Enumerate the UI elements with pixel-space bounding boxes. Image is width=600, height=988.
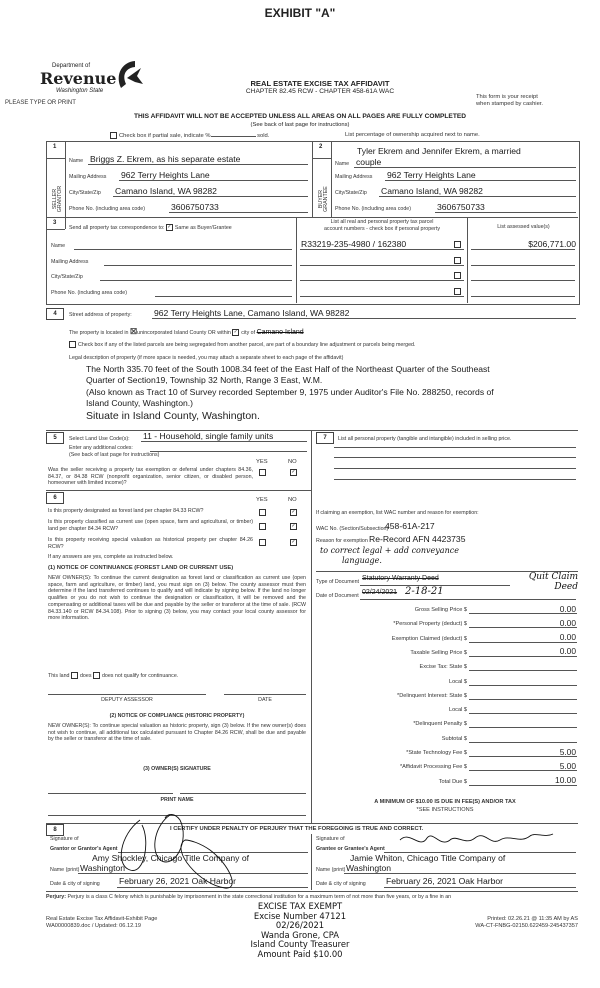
section-number: 7 xyxy=(316,432,334,444)
footer-form-name: Real Estate Excise Tax Affidavit-Exhibit Page xyxy=(46,916,158,922)
historic-question: Is this property receiving special valuation as historical property per chapter 84.26 RCW? xyxy=(48,537,253,550)
legal-description: Quarter of Section19, Township 32 North, Range 3 East, W.M. xyxy=(86,375,323,385)
field-label: Mailing Address xyxy=(335,174,373,180)
field-label: Grantor or Grantor's Agent xyxy=(50,846,118,852)
additional-codes-field[interactable] xyxy=(150,451,307,452)
personal-property-checkbox[interactable] xyxy=(454,257,461,264)
does-checkbox[interactable] xyxy=(71,672,78,679)
send-label: Send all property tax correspondence to: xyxy=(69,224,165,231)
divider xyxy=(469,713,577,714)
parcel-header: account numbers - check box if personal property xyxy=(323,226,440,232)
divider xyxy=(119,180,308,181)
divider xyxy=(311,834,312,890)
divider xyxy=(46,891,578,892)
buyer-phone-field[interactable]: 3606750733 xyxy=(437,202,485,212)
divider xyxy=(469,770,577,771)
seller-city-field[interactable]: Camano Island, WA 98282 xyxy=(115,186,217,196)
footer-doc-id: WA00000839.doc / Updated: 06.12.19 xyxy=(46,923,141,929)
personal-property-line[interactable] xyxy=(334,457,576,458)
date-label: DATE xyxy=(258,697,272,703)
no-checkbox[interactable]: ✓ xyxy=(291,539,296,545)
footer-printed: Printed: 02.26.21 @ 11:35 AM by AS xyxy=(487,916,578,922)
perjury-label: Perjury: xyxy=(46,894,67,900)
field-label: Name (print) xyxy=(50,867,80,873)
buyer-side-label: BUYER GRANTEE xyxy=(318,186,329,212)
grantee-signature xyxy=(395,828,555,854)
form-chapter: CHAPTER 82.45 RCW - CHAPTER 458-61A WAC xyxy=(245,88,395,95)
deputy-label: DEPUTY ASSESSOR xyxy=(101,697,153,703)
divider xyxy=(471,249,575,250)
notice1-text: NEW OWNER(S): To continue the current designation as forest land or classification as current use (open space, farm and agriculture, or timber) land, you must sign on (3) below. The county assessor must then determine if the land transferred continues to qualify and will indicate by signing below. If the land no longer qualifies or you do not wish to continue the designation or classification, it will be removed and the compensating or additional taxes will be due and payable by the seller or transferor at the time of sale. (RCW 84.33.140 or RCW 84.34.108). Prior to signing (3) below, you may contact your local county assessor for more information. xyxy=(48,575,306,622)
stamp-line: Excise Number 47121 xyxy=(253,910,347,921)
parcel-header: List all real and personal property tax parcel xyxy=(330,219,434,225)
personal-property-checkbox[interactable] xyxy=(454,288,461,295)
field-label: Mailing Address xyxy=(51,259,89,265)
divider xyxy=(46,430,578,431)
legal-description: (Also known as Tract 10 of Survey recorded September 9, 1975 under Auditor's File No. 288250, records of xyxy=(86,387,494,397)
correspondence-city-field[interactable] xyxy=(100,280,292,281)
seller-mail-field[interactable]: 962 Terry Heights Lane xyxy=(121,170,210,180)
section-number: 2 xyxy=(319,144,323,150)
section-number: 8 xyxy=(46,824,64,836)
field-label: Signature of xyxy=(316,836,345,842)
wac-number-field[interactable]: 458-61A-217 xyxy=(385,521,435,531)
divider xyxy=(379,196,576,197)
field-label: Street address of property: xyxy=(69,312,132,318)
fee-value[interactable]: 0.00 xyxy=(559,632,576,643)
footer-order-id: WA-CT-FNBG-02150.622459-245437357 xyxy=(475,923,578,929)
stamp-line: Amount Paid $10.00 xyxy=(257,948,343,959)
divider xyxy=(469,670,577,671)
stamp-line: Island County Treasurer xyxy=(250,939,350,950)
owner-signature-title: (3) OWNER(S) SIGNATURE xyxy=(143,766,211,772)
partial-sale[interactable] xyxy=(110,132,269,139)
handwritten-reason: language. xyxy=(342,556,382,565)
deputy-assessor-signature-line[interactable] xyxy=(48,694,206,695)
section-number: 4 xyxy=(46,308,64,320)
ownership-note: List percentage of ownership acquired next to name. xyxy=(345,132,480,138)
see-back: (See back of last page for instructions) xyxy=(250,122,350,128)
fee-label: Local $ xyxy=(448,678,467,685)
grantor-name-field[interactable]: Amy Shockley, Chicago Title Company of xyxy=(92,853,249,863)
section-number: 6 xyxy=(46,492,64,504)
grantor-date-field[interactable]: February 26, 2021 Oak Harbor xyxy=(119,876,237,886)
grantor-signature xyxy=(100,810,250,890)
handwritten-reason: to correct legal + add conveyance xyxy=(320,546,459,555)
land-text: does not qualify for continuance. xyxy=(101,672,179,679)
fee-label: *Delinquent Interest: State $ xyxy=(397,692,467,699)
if-yes-note: If any answers are yes, complete as instructed below. xyxy=(48,554,174,560)
property-address-field[interactable]: 962 Terry Heights Lane, Camano Island, WA 98282 xyxy=(154,308,350,318)
divider xyxy=(469,742,577,743)
field-label: Grantee or Grantee's Agent xyxy=(316,846,385,852)
personal-property-checkbox[interactable] xyxy=(454,272,461,279)
does-not-checkbox[interactable] xyxy=(93,672,100,679)
segregated-line xyxy=(69,341,415,348)
grantee-name-field[interactable]: Jamie Whiton, Chicago Title Company of xyxy=(350,853,506,863)
fee-value[interactable]: 0.00 xyxy=(559,646,576,657)
divider xyxy=(65,141,66,217)
fee-label: Total Due $ xyxy=(438,778,467,785)
fee-value[interactable]: 0.00 xyxy=(559,603,576,614)
field-label: Name xyxy=(69,158,84,164)
fee-label: Gross Selling Price $ xyxy=(414,607,467,613)
divider xyxy=(296,217,297,303)
buyer-name-field[interactable]: Tyler Ekrem and Jennifer Ekrem, a married xyxy=(357,146,521,156)
fee-label: Excise Tax: State $ xyxy=(419,664,467,671)
notice2-title: (2) NOTICE OF COMPLIANCE (HISTORIC PROPERTY) xyxy=(109,713,245,719)
minimum-note: A MINIMUM OF $10.00 IS DUE IN FEE(S) AND/OR TAX xyxy=(374,799,516,805)
logo-text: Department of xyxy=(52,63,91,69)
notice2-text: NEW OWNER(S): To continue special valuation as historic property, sign (3) below. If the new owner(s) does not wish to continue, all additional tax calculated pursuant to Chapter 84.26 RCW, shall be due and payable by the seller or transferor at the time of sale. xyxy=(48,723,306,743)
divider xyxy=(113,196,308,197)
current-use-question: Is this property classified as current use (open space, farm and agricultural, or timber) land per chapter 84.34 RCW? xyxy=(48,519,253,532)
partial-sale-label: Check box if partial sale, indicate % xyxy=(119,133,211,140)
exemption-label: If claiming an exemption, list WAC number and reason for exemption: xyxy=(316,510,479,516)
divider xyxy=(385,180,576,181)
fee-label: *Personal Property (deduct) $ xyxy=(393,621,467,628)
divider xyxy=(169,212,308,213)
divider xyxy=(312,158,331,159)
field-label: Date & city of signing xyxy=(50,881,100,887)
field-label: Select Land Use Code(s): xyxy=(69,436,130,442)
stamp-line: EXCISE TAX EXEMPT xyxy=(257,901,343,911)
yes-checkbox[interactable] xyxy=(259,523,266,530)
sold-label: sold. xyxy=(257,133,270,140)
document-type-struck: Statutory Warranty Deed xyxy=(362,575,439,582)
owner-signature-line[interactable] xyxy=(48,793,173,794)
grantee-date-field[interactable]: February 26, 2021 Oak Harbor xyxy=(386,876,504,886)
continuance-line xyxy=(48,672,178,679)
unincorporated-checkbox[interactable]: ☒ xyxy=(129,327,138,336)
location-text: The property is located in xyxy=(69,330,129,336)
personal-property-line[interactable] xyxy=(334,447,576,448)
section-number: 1 xyxy=(53,144,57,150)
partial-sale-checkbox[interactable] xyxy=(110,132,117,139)
divider xyxy=(46,490,311,491)
legal-description: The North 335.70 feet of the South 1008.34 feet of the East Half of the Northeast Quarter of the Southeast xyxy=(86,364,490,374)
correspondence-name-field[interactable] xyxy=(74,249,292,250)
segregated-checkbox[interactable] xyxy=(69,341,76,348)
divider xyxy=(311,430,312,823)
segregated-label: Check box if any of the listed parcels are being segregated from another parcel, are part of a boundary line adjustment or parcels being merged. xyxy=(78,341,416,348)
field-label: Name xyxy=(335,161,350,167)
divider xyxy=(471,280,575,281)
field-label: Phone No. (including area code) xyxy=(335,206,411,212)
same-as-buyer-checkbox[interactable]: ✓ xyxy=(167,224,172,230)
divider xyxy=(46,217,578,218)
no-header: NO xyxy=(288,459,297,465)
fee-label: *State Technology Fee $ xyxy=(406,750,467,756)
seller-side-label: SELLER GRANTOR xyxy=(52,185,63,213)
field-label: City/State/Zip xyxy=(335,190,367,196)
send-correspondence xyxy=(69,224,232,231)
divider xyxy=(300,249,464,250)
document-date-field[interactable]: 2-18-21 xyxy=(405,586,444,597)
divider xyxy=(300,265,464,266)
document-date-struck: 02/24/2021 xyxy=(362,589,398,596)
fee-label: Subtotal $ xyxy=(441,735,467,742)
no-checkbox[interactable]: ✓ xyxy=(291,523,296,529)
divider xyxy=(46,158,65,159)
receipt-note: when stamped by cashier. xyxy=(476,101,544,107)
location-line xyxy=(69,327,304,336)
field-label: WAC No. (Section/Subsection) xyxy=(316,526,389,532)
field-label: Date of Document xyxy=(316,593,359,599)
see-back-note: (See back of last page for instructions) xyxy=(69,452,160,458)
perjury-note xyxy=(46,894,451,900)
warning: THIS AFFIDAVIT WILL NOT BE ACCEPTED UNLESS ALL AREAS ON ALL PAGES ARE FULLY COMPLETED xyxy=(133,113,467,120)
grantor-name-field[interactable]: Washington xyxy=(80,863,126,873)
fee-value[interactable]: 10.00 xyxy=(555,775,576,786)
divider xyxy=(469,756,577,757)
notice1-title: (1) NOTICE OF CONTINUANCE (FOREST LAND OR CURRENT USE) xyxy=(48,565,234,571)
please-type: PLEASE TYPE OR PRINT xyxy=(5,100,76,106)
personal-property-line[interactable] xyxy=(334,468,576,469)
divider xyxy=(312,141,313,217)
exhibit-title: EXHIBIT "A" xyxy=(264,6,336,20)
certify-statement: I CERTIFY UNDER PENALTY OF PERJURY THAT THE FOREGOING IS TRUE AND CORRECT. xyxy=(170,826,424,832)
legal-label: Legal description of property (if more space is needed, you may attach a separate sheet to each page of the affidavit) xyxy=(69,355,344,361)
print-name-label: PRINT NAME xyxy=(160,797,194,803)
date-line[interactable] xyxy=(224,694,306,695)
legal-description: Island County, Washington.) xyxy=(86,398,193,408)
city-value[interactable]: Camano Island xyxy=(256,329,304,336)
divider xyxy=(471,296,575,297)
divider xyxy=(300,296,464,297)
divider xyxy=(469,656,577,657)
grantee-name-field[interactable]: Washington xyxy=(346,863,392,873)
personal-property-line[interactable] xyxy=(334,479,576,480)
field-label: Name xyxy=(51,243,66,249)
yes-header: YES xyxy=(256,497,268,503)
divider xyxy=(469,785,577,786)
location-text: unincorporated Island County OR within xyxy=(137,330,231,336)
divider xyxy=(469,627,577,628)
divider xyxy=(88,164,308,165)
fee-label: *Delinquent Penalty $ xyxy=(413,721,467,728)
divider xyxy=(354,167,576,168)
buyer-name-field[interactable]: couple xyxy=(356,157,382,167)
exemption-reason-field[interactable]: Re-Record AFN 4423735 xyxy=(369,534,466,544)
yes-checkbox[interactable] xyxy=(259,509,266,516)
seller-phone-field[interactable]: 3606750733 xyxy=(171,202,219,212)
parcel-number[interactable]: R33219-235-4980 / 162380 xyxy=(301,239,407,249)
section-number: 3 xyxy=(53,220,57,226)
location-text: city of xyxy=(241,330,256,336)
assessed-header: List assessed value(s) xyxy=(497,224,550,230)
partial-percent-field[interactable] xyxy=(211,136,256,137)
forest-question: Is this property designated as forest land per chapter 84.33 RCW? xyxy=(48,508,204,514)
divider xyxy=(469,642,577,643)
field-label: Enter any additional codes: xyxy=(69,445,133,451)
divider xyxy=(469,685,577,686)
field-label: Reason for exemption xyxy=(316,538,368,544)
divider xyxy=(46,229,65,230)
fee-label: Exemption Claimed (deduct) $ xyxy=(391,635,467,642)
fee-label: *Affidavit Processing Fee $ xyxy=(399,764,467,771)
assessed-value[interactable]: $206,771.00 xyxy=(528,239,576,249)
divider xyxy=(471,265,575,266)
field-label: List all personal property (tangible and intangible) included in selling price. xyxy=(338,436,512,442)
fee-value[interactable]: 5.00 xyxy=(559,760,576,771)
yes-checkbox[interactable] xyxy=(259,539,266,546)
see-instructions: *SEE INSTRUCTIONS xyxy=(416,807,474,813)
land-text: does xyxy=(79,672,92,679)
legal-description: Situate in Island County, Washington. xyxy=(86,410,260,422)
field-label: City/State/Zip xyxy=(51,274,83,280)
perjury-text: Perjury is a class C felony which is punishable by imprisonment in the state correctional institution for a maximum term of not more than five years, or by a fine in an xyxy=(67,894,452,900)
divider xyxy=(152,318,576,319)
field-label: Type of Document xyxy=(316,579,359,585)
seller-name-field[interactable]: Briggs Z. Ekrem, as his separate estate xyxy=(90,154,241,164)
correspondence-mail-field[interactable] xyxy=(104,265,292,266)
logo-text: Revenue xyxy=(40,69,117,88)
field-label: Phone No. (including area code) xyxy=(69,206,145,212)
fee-label: Local $ xyxy=(448,707,467,714)
stamp-line: Wanda Grone, CPA xyxy=(260,929,340,940)
divider xyxy=(384,887,576,888)
land-text: This land xyxy=(48,672,70,679)
correspondence-phone-field[interactable] xyxy=(155,296,292,297)
receipt-note: This form is your receipt xyxy=(476,94,538,100)
field-label: Name (print) xyxy=(316,867,346,873)
fee-label: Taxable Selling Price $ xyxy=(410,649,467,656)
divider xyxy=(469,727,577,728)
yes-checkbox[interactable] xyxy=(259,469,266,476)
section-number: 5 xyxy=(46,432,64,444)
form-title: REAL ESTATE EXCISE TAX AFFIDAVIT xyxy=(250,79,390,88)
exemption-question: Was the seller receiving a property tax exemption or deferral under chapters 84.36, 84.37, or 84.38 RCW (nonprofit organization, senior citizen, or disabled person, homeowner with limited income)? xyxy=(48,467,253,487)
same-label: Same as Buyer/Grantee xyxy=(174,224,232,231)
treasurer-stamp xyxy=(200,902,400,960)
divider xyxy=(331,141,332,217)
divider xyxy=(435,212,576,213)
divider xyxy=(344,873,576,874)
field-label: City/State/Zip xyxy=(69,190,101,196)
dor-logo-icon xyxy=(113,58,145,94)
buyer-city-field[interactable]: Camano Island, WA 98282 xyxy=(381,186,483,196)
divider xyxy=(300,280,464,281)
divider xyxy=(360,599,576,600)
stamp-line: 02/26/2021 xyxy=(275,920,325,931)
field-label: Date & city of signing xyxy=(316,881,366,887)
divider xyxy=(65,217,66,229)
yes-header: YES xyxy=(256,459,268,465)
logo-text: Washington State xyxy=(56,88,104,94)
no-checkbox[interactable]: ✓ xyxy=(291,469,296,475)
document-type-field[interactable]: Quit Claim Deed xyxy=(528,572,578,592)
personal-property-checkbox[interactable] xyxy=(454,241,461,248)
fee-value[interactable]: 0.00 xyxy=(559,617,576,628)
field-label: Phone No. (including area code) xyxy=(51,290,127,296)
no-checkbox[interactable]: ✓ xyxy=(291,509,296,515)
divider xyxy=(469,699,577,700)
divider xyxy=(141,441,307,442)
city-checkbox[interactable]: ✓ xyxy=(233,329,238,336)
fee-value[interactable]: 5.00 xyxy=(559,746,576,757)
land-use-code-field[interactable]: 11 - Household, single family units xyxy=(143,431,274,441)
field-label: Mailing Address xyxy=(69,174,107,180)
field-label: Signature of xyxy=(50,836,79,842)
no-header: NO xyxy=(288,497,297,503)
divider xyxy=(469,613,577,614)
owner-signature-line[interactable] xyxy=(180,793,306,794)
buyer-mail-field[interactable]: 962 Terry Heights Lane xyxy=(387,170,476,180)
divider xyxy=(467,217,468,303)
